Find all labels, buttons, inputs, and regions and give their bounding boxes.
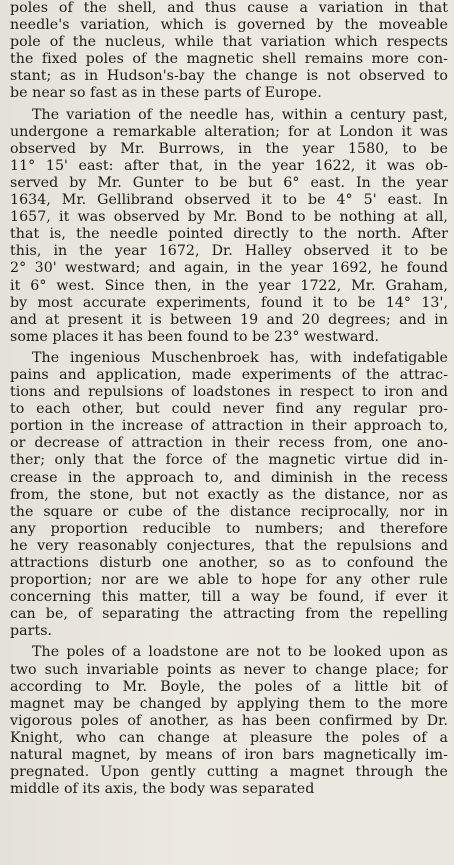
text-line: stant; as in Hudson's-bay the change is not observed to — [10, 68, 448, 85]
text-line: the square or cube of the distance reciprocally, nor in — [10, 503, 448, 520]
text-line: crease in the approach to, and diminish in the recess — [10, 469, 448, 486]
paragraph — [10, 107, 448, 346]
text-line: undergone a remarkable alteration; for at London it was — [10, 123, 448, 140]
text-line: 1657, it was observed by Mr. Bond to be nothing at all, — [10, 209, 448, 226]
text-line: that is, the needle pointed directly to the north. After — [10, 226, 448, 243]
text-line: from, the stone, but not exactly as the distance, nor as — [10, 486, 448, 503]
text-line: 11° 15' east: after that, in the year 1622, it was ob- — [10, 157, 448, 174]
text-line: vigorous poles of another, as has been confirmed by Dr. — [10, 712, 448, 729]
text-line: pole of the nucleus, while that variation which respects — [10, 34, 448, 51]
text-line: tions and repulsions of loadstones in respect to iron and — [10, 384, 448, 401]
text-line: by most accurate experiments, found it to be 14° 13', — [10, 294, 448, 311]
text-line: ther; only that the force of the magnetic virtue did in- — [10, 452, 448, 469]
text-line: and at present it is between 19 and 20 degrees; and in — [10, 311, 448, 328]
text-line: concerning this matter, till a way be found, if ever it — [10, 589, 448, 606]
text-line: to each other, but could never find any regular pro- — [10, 401, 448, 418]
text-line: some places it has been found to be 23° westward. — [10, 328, 380, 345]
text-line: he very reasonably conjectures, that the repulsions and — [10, 537, 448, 554]
paragraph — [10, 350, 448, 641]
text-line: The variation of the needle has, within a century past, — [32, 106, 448, 123]
body-text — [10, 0, 448, 798]
text-line: proportion; nor are we able to hope for any other rule — [10, 572, 448, 589]
text-line: any proportion reducible to numbers; and therefore — [10, 520, 448, 537]
text-line: according to Mr. Boyle, the poles of a little bit of — [10, 678, 448, 695]
text-line: the fixed poles of the magnetic shell remains more con- — [10, 51, 448, 68]
text-line: 2° 30' westward; and again, in the year 1692, he found — [10, 260, 448, 277]
text-line: The ingenious Muschenbroek has, with indefatigable — [32, 349, 448, 366]
text-line: 1634, Mr. Gellibrand observed it to be 4° 5' east. In — [10, 192, 448, 209]
text-line: needle's variation, which is governed by the moveable — [10, 17, 448, 34]
paragraph — [10, 644, 448, 798]
text-line: observed by Mr. Burrows, in the year 1580, to be — [10, 140, 448, 157]
paragraph — [10, 0, 448, 103]
text-line: or decrease of attraction in their recess from, one ano- — [10, 435, 448, 452]
text-line: middle of its axis, the body was separated — [10, 781, 315, 798]
text-line: served by Mr. Gunter to be but 6° east. In the year — [10, 174, 448, 191]
text-line: be near so fast as in these parts of Europe. — [10, 85, 322, 102]
text-line: poles of the shell, and thus cause a variation in that — [10, 0, 448, 16]
text-line: natural magnet, by means of iron bars magnetically im- — [10, 747, 448, 764]
text-line: attractions disturb one another, so as to confound the — [10, 555, 448, 571]
text-line: parts. — [10, 623, 53, 640]
text-line: two such invariable points as never to change place; for — [10, 661, 448, 678]
text-line: pains and application, made experiments of the attrac- — [10, 366, 448, 383]
text-line: The poles of a loadstone are not to be looked upon as — [32, 644, 448, 661]
text-line: Knight, who can change at pleasure the poles of a — [10, 729, 448, 746]
text-line: pregnated. Upon gently cutting a magnet through the — [10, 764, 448, 781]
text-line: it 6° west. Since then, in the year 1722, Mr. Graham, — [10, 277, 448, 294]
text-line: this, in the year 1672, Dr. Halley observed it to be — [10, 243, 448, 260]
text-line: portion in the increase of attraction in their approach to, — [10, 418, 448, 435]
text-line: magnet may be changed by applying them to the more — [10, 695, 448, 712]
text-line: can be, of separating the attracting from the repelling — [10, 606, 448, 623]
